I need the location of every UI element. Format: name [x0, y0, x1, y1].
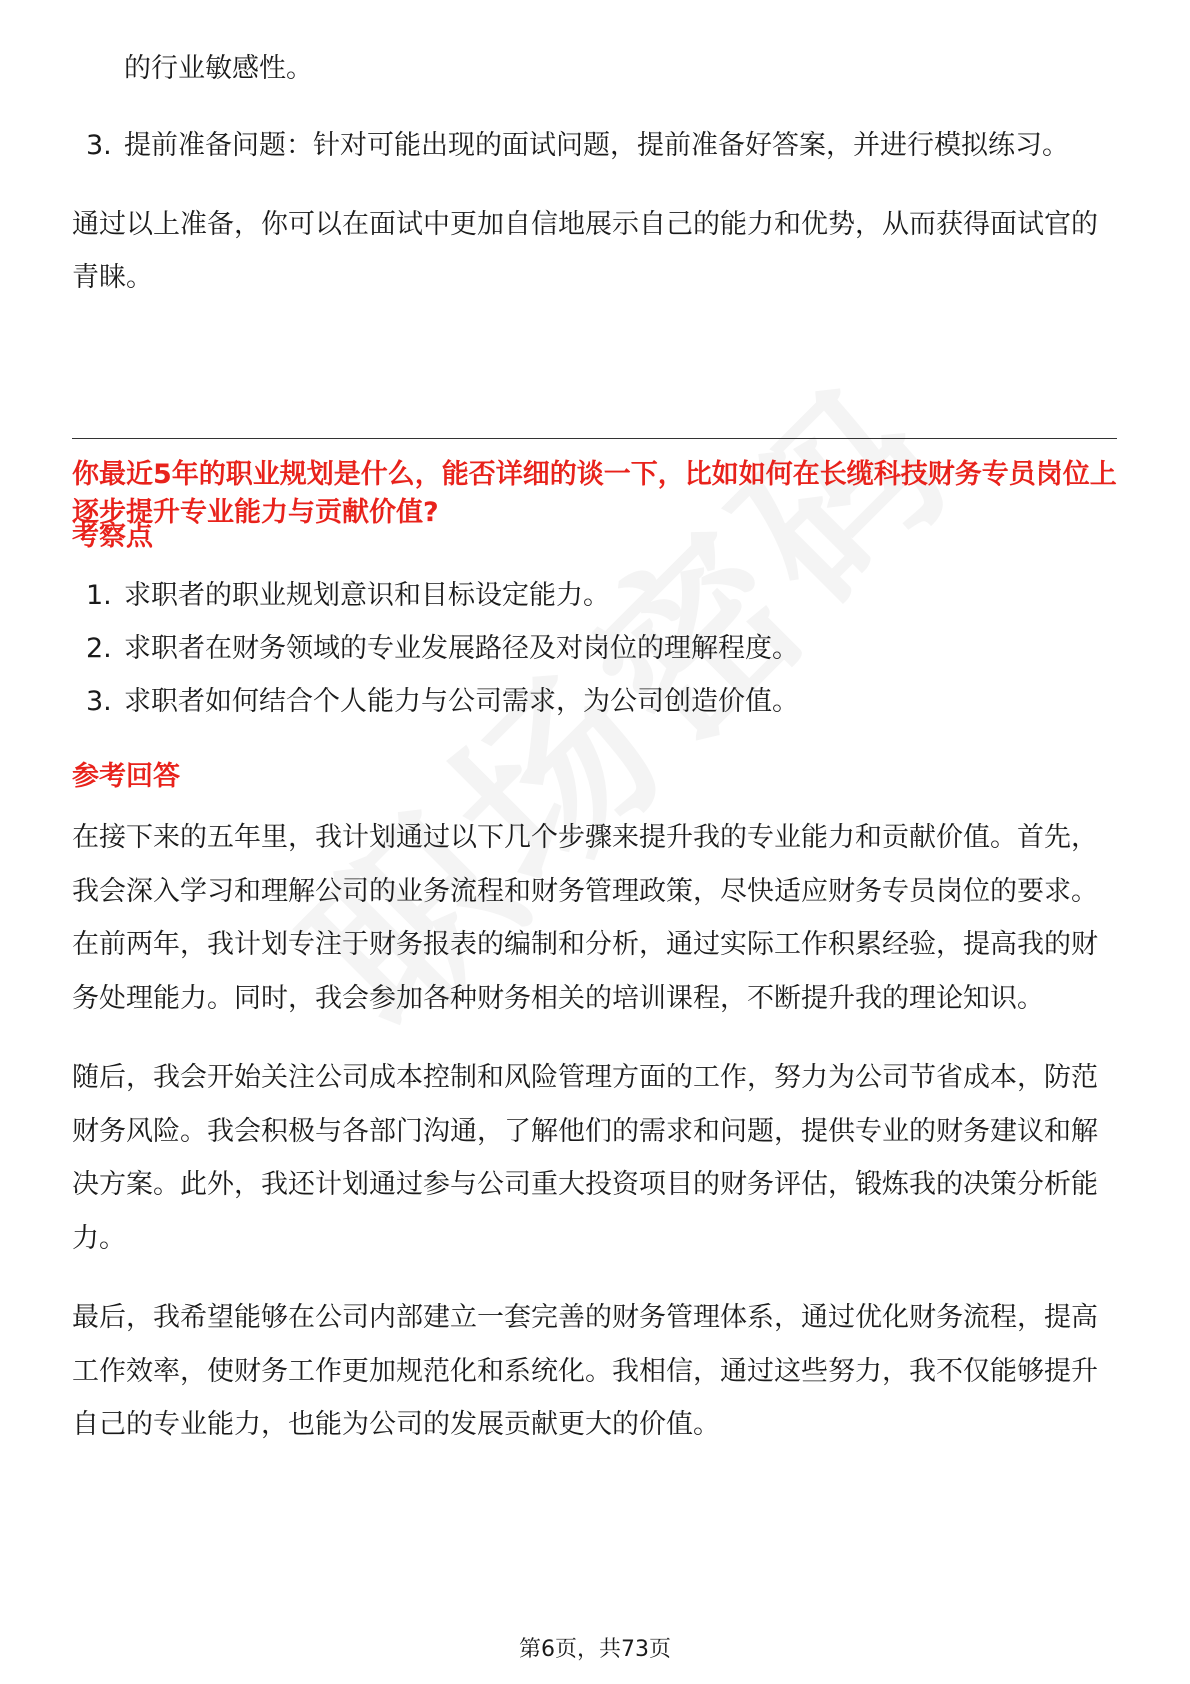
question-body — [72, 514, 1117, 1452]
list-text: 求职者在财务领域的专业发展路径及对岗位的理解程度。 — [124, 633, 799, 664]
list-item — [72, 119, 1117, 172]
list-item — [72, 622, 1117, 675]
page-footer: 第6页，共73页 — [519, 1637, 671, 1662]
answer-paragraph: 随后，我会开始关注公司成本控制和风险管理方面的工作，努力为公司节省成本，防范财务风险。我会积极与各部门沟通，了解他们的需求和问题，提供专业的财务建议和解决方案。此外，我还计划通过参与公司重大投资项目的财务评估，锻炼我的决策分析能力。 — [72, 1062, 1098, 1254]
list-item — [72, 675, 1117, 728]
top-section — [72, 40, 1117, 304]
list-text: 提前准备问题：针对可能出现的面试问题，提前准备好答案，并进行模拟练习。 — [124, 130, 1069, 161]
list-text: 求职者的职业规划意识和目标设定能力。 — [124, 580, 610, 611]
list-item — [72, 569, 1117, 622]
section-divider — [72, 438, 1117, 439]
summary-paragraph: 通过以上准备，你可以在面试中更加自信地展示自己的能力和优势，从而获得面试官的青睐。 — [72, 209, 1098, 293]
continuation-text: 的行业敏感性。 — [124, 53, 313, 84]
exam-points-list — [72, 569, 1117, 728]
exam-points-heading: 考察点 — [72, 521, 153, 552]
question-title: 你最近5年的职业规划是什么，能否详细的谈一下，比如如何在长缆科技财务专员岗位上逐步提升专业能力与贡献价值? — [72, 459, 1117, 528]
answer-paragraph: 最后，我希望能够在公司内部建立一套完善的财务管理体系，通过优化财务流程，提高工作效率，使财务工作更加规范化和系统化。我相信，通过这些努力，我不仅能够提升自己的专业能力，也能为公司的发展贡献更大的价值。 — [72, 1302, 1098, 1440]
answer-heading: 参考回答 — [72, 761, 180, 792]
prep-list — [72, 119, 1117, 172]
list-number: 3. — [86, 130, 112, 161]
list-text: 求职者如何结合个人能力与公司需求，为公司创造价值。 — [124, 686, 799, 717]
list-number: 3. — [86, 686, 112, 717]
list-number: 2. — [86, 633, 112, 664]
answer-paragraph: 在接下来的五年里，我计划通过以下几个步骤来提升我的专业能力和贡献价值。首先，我会深入学习和理解公司的业务流程和财务管理政策，尽快适应财务专员岗位的要求。在前两年，我计划专注于财务报表的编制和分析，通过实际工作积累经验，提高我的财务处理能力。同时，我会参加各种财务相关的培训课程，不断提升我的理论知识。 — [72, 822, 1098, 1014]
list-number: 1. — [86, 580, 112, 611]
